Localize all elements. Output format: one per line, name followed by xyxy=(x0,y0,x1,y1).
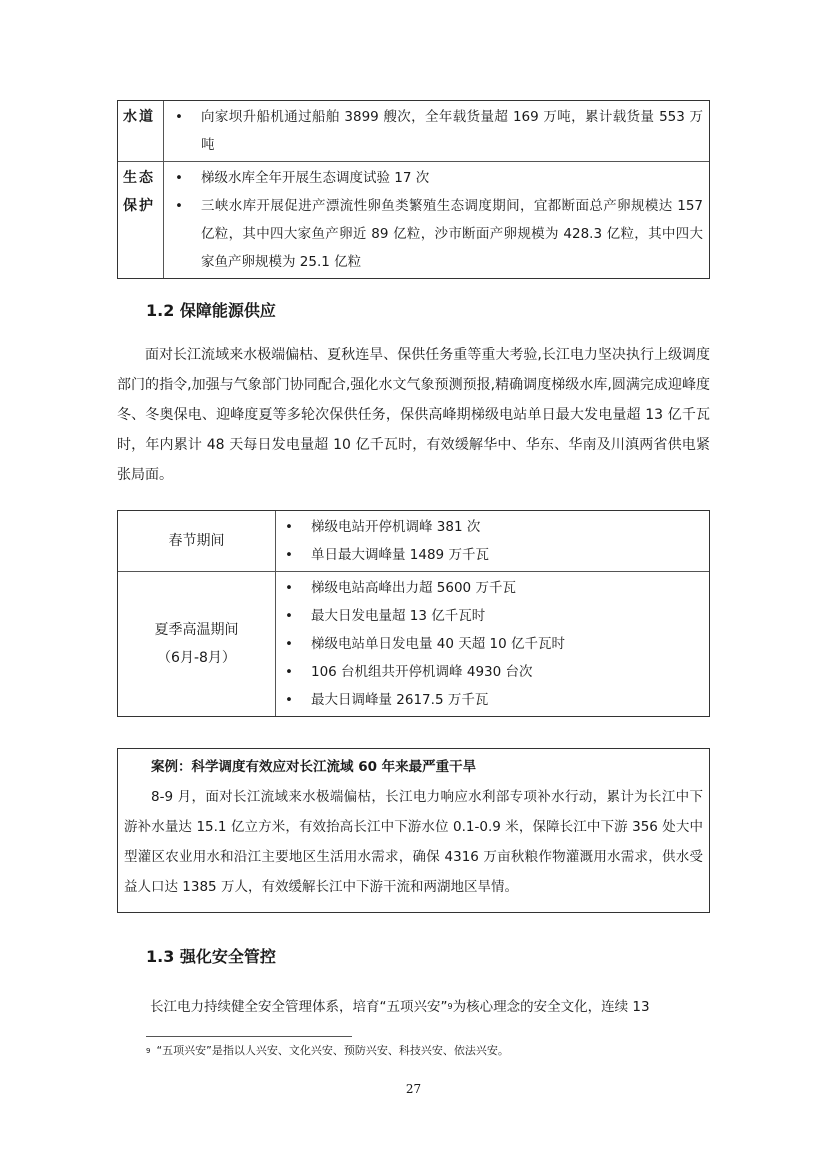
table-row-spring-festival xyxy=(118,511,709,572)
row-content xyxy=(276,572,709,716)
case-study-text: 8-9 月，面对长江流域来水极端偏枯，长江电力响应水利部专项补水行动，累计为长江中下游补水量达 15.1 亿立方米，有效抬高长江中下游水位 0.1-0.9 米，保障长江中下游 356 处大中型灌区农业用水和沿江主要地区生活用水需求，确保 4316 万亩秋粮作物灌溉用水需求，供水受益人口达 1385 万人，有效缓解长江中下游干流和两湖地区旱情。 xyxy=(124,789,703,895)
list-item xyxy=(276,574,709,602)
item-text: 三峡水库开展促进产漂流性卵鱼类繁殖生态调度期间，宜都断面总产卵规模达 157 亿粒，其中四大家鱼产卵近 89 亿粒，沙市断面产卵规模为 428.3 亿粒，其中四大家鱼产卵规模为 25.1 亿粒 xyxy=(201,198,703,270)
item-text: 梯级水库全年开展生态调度试验 17 次 xyxy=(201,170,430,186)
row-label-spring-festival xyxy=(118,511,276,571)
item-text: 梯级电站单日发电量 40 天超 10 亿千瓦时 xyxy=(311,636,566,652)
section-1-2-paragraph: 面对长江流域来水极端偏枯、夏秋连旱、保供任务重等重大考验,长江电力坚决执行上级调度部门的指令,加强与气象部门协同配合,强化水文气象预测预报,精确调度梯级水库,圆满完成迎峰度冬、冬奥保电、迎峰度夏等多轮次保供任务，保供高峰期梯级电站单日最大发电量超 13 亿千瓦时，年内累计 48 天每日发电量超 10 亿千瓦时，有效缓解华中、华东、华南及川滇两省供电紧张局面。 xyxy=(117,347,710,483)
paragraph-text: 长江电力持续健全安全管理体系，培育“五项兴安” xyxy=(150,999,448,1015)
paragraph-text: 为核心理念的安全文化，连续 13 xyxy=(452,999,650,1015)
bullet-icon: • xyxy=(285,608,293,624)
row-label-ecology xyxy=(118,162,164,278)
supply-table xyxy=(117,510,710,717)
item-text: 向家坝升船机通过船舶 3899 艘次，全年载货量超 169 万吨，累计载货量 553 万吨 xyxy=(201,109,703,153)
item-text: 梯级电站高峰出力超 5600 万千瓦 xyxy=(311,580,516,596)
list-item xyxy=(276,541,709,569)
row-content xyxy=(164,162,709,278)
row-content xyxy=(164,101,709,161)
bullet-icon: • xyxy=(285,664,293,680)
table-row-waterway xyxy=(118,101,709,162)
page-number: 27 xyxy=(405,1082,422,1096)
row-content xyxy=(276,511,709,571)
item-text: 最大日发电量超 13 亿千瓦时 xyxy=(311,608,486,624)
list-item xyxy=(164,192,703,276)
footnote-mark: 9 xyxy=(146,1047,151,1055)
row-label-waterway xyxy=(118,101,164,161)
row-label-line: 生态 xyxy=(123,170,155,186)
row-label-line: 水道 xyxy=(123,109,155,125)
row-label-line: 春节期间 xyxy=(168,533,225,549)
bullet-icon: • xyxy=(285,519,293,535)
row-label-summer-peak xyxy=(118,572,276,716)
item-text: 最大日调峰量 2617.5 万千瓦 xyxy=(311,692,489,708)
bullet-icon: • xyxy=(175,109,183,125)
row-label-line: 夏季高温期间 xyxy=(154,622,239,638)
bullet-icon: • xyxy=(285,547,293,563)
bullet-icon: • xyxy=(285,692,293,708)
case-study-title: 案例：科学调度有效应对长江流域 60 年来最严重干旱 xyxy=(151,759,477,775)
list-item xyxy=(276,658,709,686)
list-item xyxy=(164,103,703,159)
item-text: 单日最大调峰量 1489 万千瓦 xyxy=(311,547,489,563)
list-item xyxy=(276,513,709,541)
bullet-icon: • xyxy=(285,636,293,652)
section-heading-1-2: 1.2 保障能源供应 xyxy=(146,301,276,320)
footnote-reference[interactable]: 9 xyxy=(447,1002,453,1011)
list-item xyxy=(164,164,703,192)
footnote-divider xyxy=(146,1036,352,1037)
item-text: 106 台机组共开停机调峰 4930 台次 xyxy=(311,664,533,680)
list-item xyxy=(276,630,709,658)
case-study-box xyxy=(117,748,710,913)
footnote-text: “五项兴安”是指以人兴安、文化兴安、预防兴安、科技兴安、依法兴安。 xyxy=(156,1044,509,1057)
bullet-icon: • xyxy=(175,198,183,214)
list-item xyxy=(276,686,709,714)
footnote xyxy=(146,1043,509,1059)
table-row-ecology xyxy=(118,162,709,278)
row-label-line: 保护 xyxy=(123,198,155,214)
list-item xyxy=(276,602,709,630)
bullet-icon: • xyxy=(285,580,293,596)
ops-summary-table xyxy=(117,100,710,279)
bullet-icon: • xyxy=(175,170,183,186)
section-1-3-paragraph xyxy=(150,992,720,1022)
section-heading-1-3: 1.3 强化安全管控 xyxy=(146,947,276,966)
row-label-line: （6月-8月） xyxy=(157,650,236,666)
table-row-summer-peak xyxy=(118,572,709,716)
item-text: 梯级电站开停机调峰 381 次 xyxy=(311,519,481,535)
